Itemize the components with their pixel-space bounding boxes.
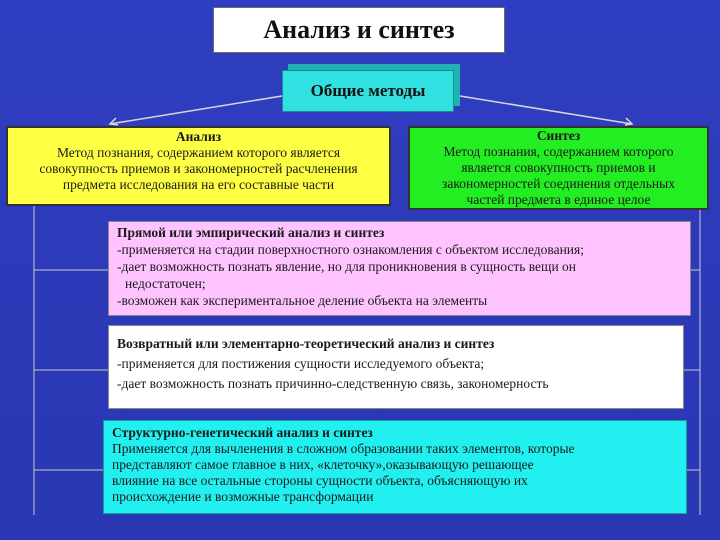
direct-line: недостаточен; — [125, 276, 206, 291]
reverse-line: -применяется для постижения сущности исследуемого объекта; — [117, 356, 485, 371]
direct-line: -возможен как экспериментальное деление объекта на элементы — [117, 293, 488, 308]
arrow-to-synthesis — [460, 96, 632, 124]
arrow-to-analysis — [110, 96, 282, 124]
analysis-line: предмета исследования на его составные части — [62, 177, 335, 192]
synthesis-heading: Синтез — [536, 128, 581, 143]
arrowhead-analysis — [110, 118, 118, 125]
general-methods-box: Общие методы — [282, 70, 454, 112]
direct-analysis-box — [108, 221, 691, 316]
reverse-analysis-box — [108, 325, 684, 409]
synthesis-line: закономерностей соединения отдельных — [442, 176, 675, 191]
synthesis-line: Метод познания, содержанием которого — [443, 144, 674, 159]
reverse-heading: Возвратный или элементарно-теоретический анализ и синтез — [117, 336, 495, 351]
structural-line: Применяется для вычленения в сложном образовании таких элементов, которые — [112, 441, 575, 456]
structural-line: влияние на все остальные стороны сущности объекта, объясняющую их — [112, 473, 528, 488]
direct-line: -дает возможность познать явление, но для проникновения в сущность вещи он — [117, 259, 577, 274]
analysis-heading: Анализ — [175, 129, 222, 144]
direct-heading: Прямой или эмпирический анализ и синтез — [117, 225, 385, 240]
structural-line: представляют самое главное в них, «клеточку»,оказывающую решающее — [112, 457, 534, 472]
slide-title: Анализ и синтез — [213, 7, 505, 53]
structural-analysis-box — [103, 420, 687, 514]
arrowhead-synthesis — [625, 118, 632, 125]
structural-heading: Структурно-генетический анализ и синтез — [112, 425, 373, 440]
direct-line: -применяется на стадии поверхностного ознакомления с объектом исследования; — [117, 242, 584, 257]
synthesis-line: является совокупность приемов и — [461, 160, 656, 175]
reverse-line: -дает возможность познать причинно-следственную связь, закономерность — [117, 376, 549, 391]
synthesis-line: частей предмета в единое целое — [466, 192, 651, 207]
analysis-line: Метод познания, содержанием которого является — [56, 145, 341, 160]
analysis-box — [6, 126, 391, 206]
structural-line: происхождение и возможные трансформации — [112, 489, 374, 504]
analysis-line: совокупность приемов и закономерностей расчленения — [39, 161, 358, 176]
synthesis-box — [408, 126, 709, 210]
